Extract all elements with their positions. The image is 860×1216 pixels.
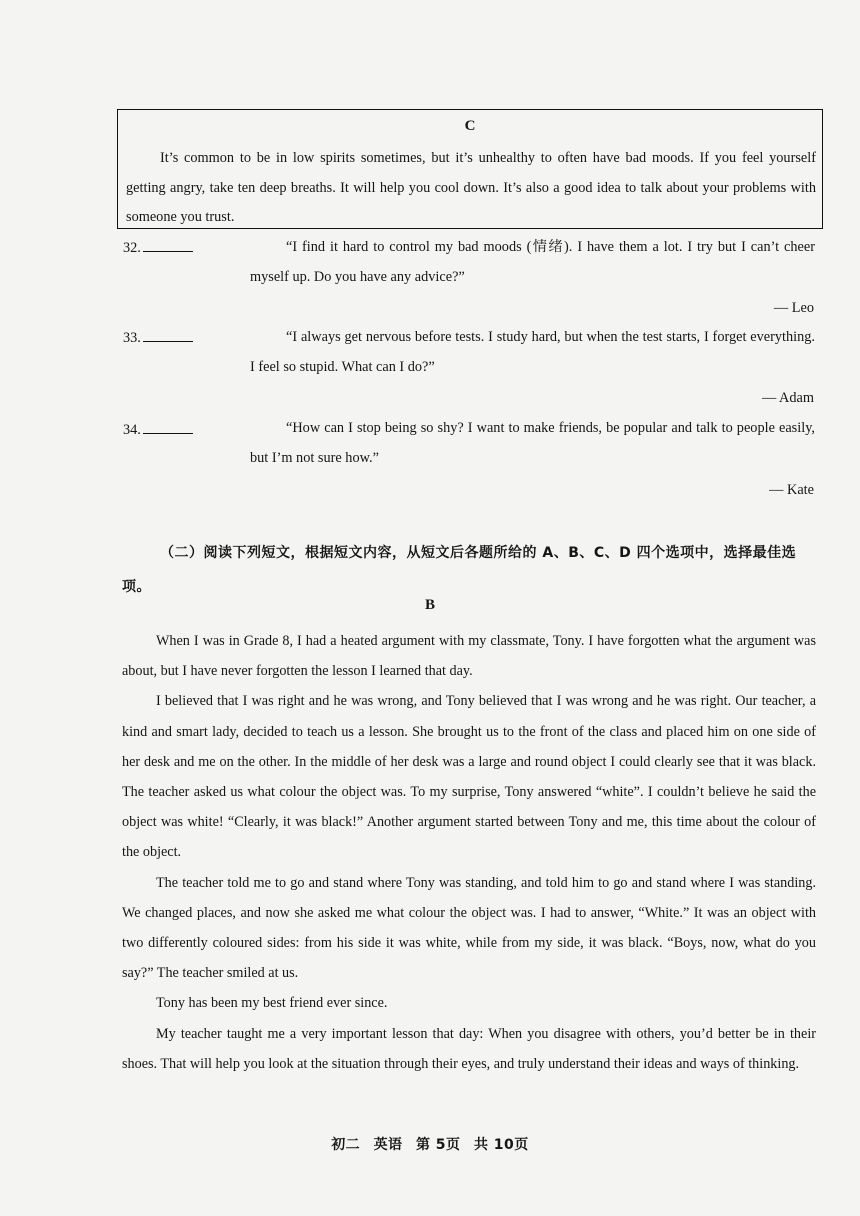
page-footer: [0, 1134, 860, 1154]
footer-grade: 初二: [331, 1137, 361, 1153]
question-32-text: “I find it hard to control my bad moods (情绪). I have them a lot. I try but I can’t cheer myself up. Do you have any advice?”: [250, 239, 815, 285]
passage-paragraph: Tony has been my best friend ever since.: [156, 995, 388, 1012]
question-33-signature: — Adam: [761, 390, 814, 406]
footer-subject: 英语: [373, 1137, 403, 1153]
question-34-number: 34.: [123, 421, 193, 439]
section-b-passage: [122, 626, 816, 1079]
footer-page-number: 第 5页: [415, 1137, 461, 1153]
passage-paragraph: When I was in Grade 8, I had a heated argument with my classmate, Tony. I have forgotten what the argument was about, but I have never forgotten the lesson I learned that day.: [122, 633, 816, 680]
section-c-box: [117, 109, 823, 229]
question-34-signature: — Kate: [769, 482, 814, 498]
answer-blank[interactable]: [143, 239, 193, 252]
section-c-heading: C: [464, 118, 476, 134]
question-34-text: “How can I stop being so shy? I want to make friends, be popular and talk to people easily, but I’m not sure how.”: [250, 420, 815, 466]
section-instruction: （二）阅读下列短文，根据短文内容，从短文后各题所给的 A、B、C、D 四个选项中，选择最佳选项。: [122, 545, 797, 595]
footer-total-pages: 共 10页: [473, 1137, 529, 1153]
question-32-signature: — Leo: [773, 300, 814, 316]
question-33-text: “I always get nervous before tests. I study hard, but when the test starts, I forget everything. I feel so stupid. What can I do?”: [250, 329, 815, 375]
passage-paragraph: My teacher taught me a very important lesson that day: When you disagree with others, you’d better be in their shoes. That will help you look at the situation through their eyes, and truly understand their ideas and ways of thinking.: [122, 1025, 816, 1072]
answer-blank[interactable]: [143, 329, 193, 342]
passage-paragraph: I believed that I was right and he was wrong, and Tony believed that I was wrong and he was right. Our teacher, a kind and smart lady, decided to teach us a lesson. She brought us to the front of the class and placed him on one side of her desk and me on the other. In the middle of her desk was a large and round object I could clearly see that it was black. The teacher asked us what colour the object was. To my surprise, Tony answered “white”. I couldn’t believe he said the object was white! “Clearly, it was black!” Another argument started between Tony and me, this time about the colour of the object.: [122, 693, 816, 861]
section-b-heading: B: [424, 597, 435, 613]
question-33-number: 33.: [123, 329, 193, 347]
passage-paragraph: The teacher told me to go and stand where Tony was standing, and told him to go and stand where I was standing. We changed places, and now she asked me what colour the object was. I had to answer, “White.” It was an object with two differently coloured sides: from his side it was white, while from my side, it was black. “Boys, now, what do you say?” The teacher smiled at us.: [122, 874, 816, 982]
question-32-number: 32.: [123, 239, 193, 257]
answer-blank[interactable]: [143, 421, 193, 434]
section-c-text: It’s common to be in low spirits sometimes, but it’s unhealthy to often have bad moods. If you feel yourself getting angry, take ten deep breaths. It will help you cool down. It’s also a good idea to talk about your problems with someone you trust.: [126, 150, 816, 225]
